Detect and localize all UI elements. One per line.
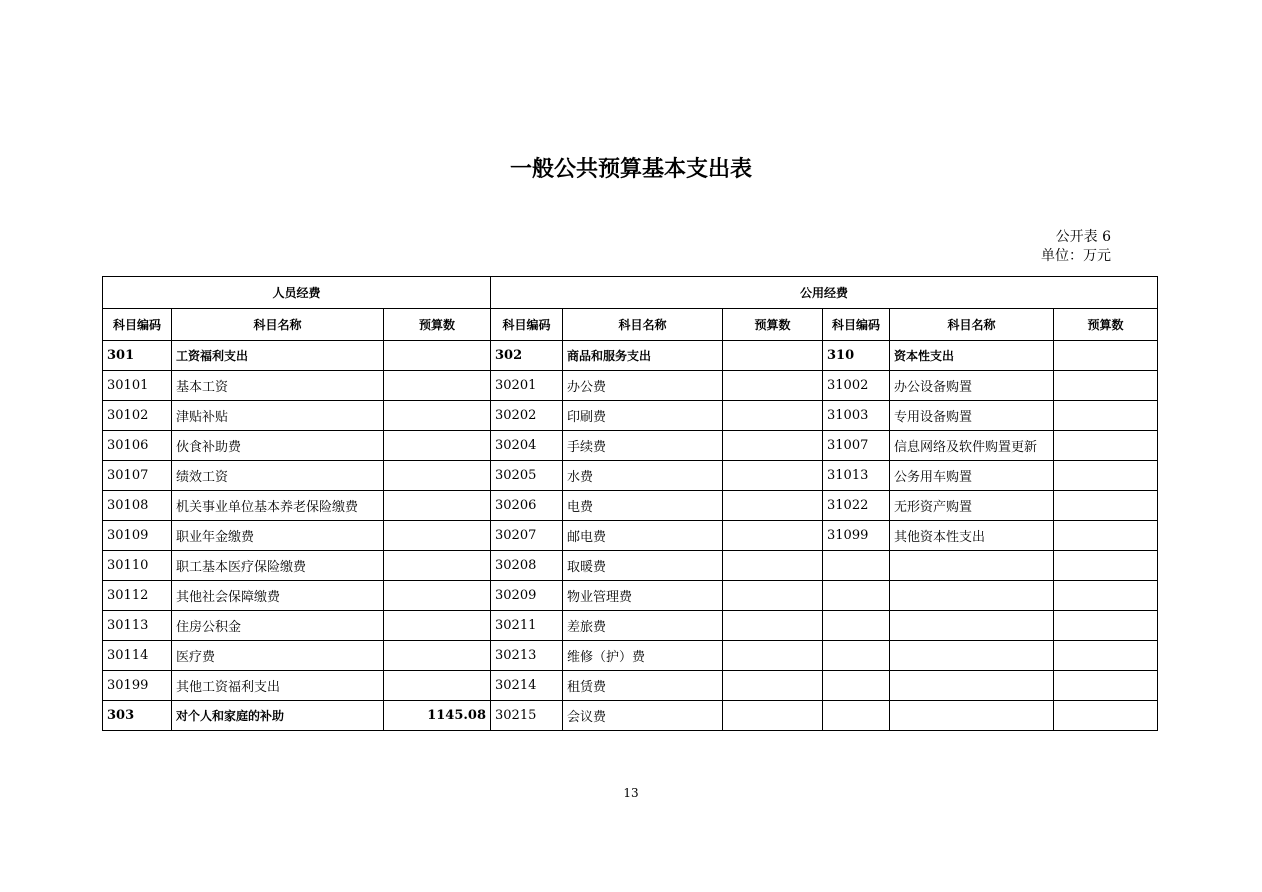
subject-name: 电费: [563, 491, 723, 521]
subject-code: 303: [103, 701, 172, 731]
budget-amount: [723, 611, 823, 641]
subject-name: 租赁费: [563, 671, 723, 701]
subject-code: [823, 671, 890, 701]
col-header-amount: 预算数: [723, 309, 823, 341]
subject-name: 会议费: [563, 701, 723, 731]
budget-amount: [384, 521, 491, 551]
budget-amount: [384, 551, 491, 581]
budget-amount: [723, 521, 823, 551]
table-row: [103, 491, 1158, 521]
subject-name: [890, 581, 1054, 611]
budget-amount: [1054, 551, 1158, 581]
budget-amount: [723, 341, 823, 371]
table-meta: [1041, 228, 1111, 266]
table-row: [103, 521, 1158, 551]
table-row: [103, 551, 1158, 581]
budget-amount: [1054, 521, 1158, 551]
budget-amount: [384, 641, 491, 671]
budget-amount: [1054, 371, 1158, 401]
budget-amount: [384, 491, 491, 521]
budget-table: [102, 276, 1158, 731]
table-row: [103, 641, 1158, 671]
table-row: [103, 431, 1158, 461]
subject-name: 办公设备购置: [890, 371, 1054, 401]
subject-name: 无形资产购置: [890, 491, 1054, 521]
budget-amount: [1054, 461, 1158, 491]
table-row: [103, 701, 1158, 731]
budget-amount: [384, 401, 491, 431]
subject-code: 30201: [491, 371, 563, 401]
subject-name: 信息网络及软件购置更新: [890, 431, 1054, 461]
subject-name: 取暖费: [563, 551, 723, 581]
subject-code: 310: [823, 341, 890, 371]
subject-code: 30202: [491, 401, 563, 431]
subject-code: 302: [491, 341, 563, 371]
budget-amount: [723, 581, 823, 611]
subject-name: 伙食补助费: [172, 431, 384, 461]
subject-name: 绩效工资: [172, 461, 384, 491]
subject-code: [823, 551, 890, 581]
table-row: [103, 341, 1158, 371]
budget-amount: 1145.08: [384, 701, 491, 731]
subject-name: 职业年金缴费: [172, 521, 384, 551]
section-header-row: [103, 277, 1158, 309]
budget-amount: [384, 461, 491, 491]
subject-name: 水费: [563, 461, 723, 491]
subject-code: 30113: [103, 611, 172, 641]
budget-amount: [1054, 671, 1158, 701]
subject-code: 30101: [103, 371, 172, 401]
subject-name: 专用设备购置: [890, 401, 1054, 431]
budget-amount: [723, 431, 823, 461]
subject-code: 30205: [491, 461, 563, 491]
table-body: [103, 341, 1158, 731]
budget-amount: [384, 341, 491, 371]
budget-amount: [1054, 401, 1158, 431]
subject-code: [823, 641, 890, 671]
subject-name: [890, 701, 1054, 731]
page-number: 13: [623, 786, 639, 800]
subject-code: 31007: [823, 431, 890, 461]
subject-name: 维修（护）费: [563, 641, 723, 671]
subject-code: 30112: [103, 581, 172, 611]
budget-amount: [723, 371, 823, 401]
col-header-code: 科目编码: [103, 309, 172, 341]
subject-code: 30199: [103, 671, 172, 701]
budget-amount: [384, 581, 491, 611]
subject-name: [890, 551, 1054, 581]
subject-name: 职工基本医疗保险缴费: [172, 551, 384, 581]
budget-amount: [384, 431, 491, 461]
table-row: [103, 371, 1158, 401]
subject-name: [890, 611, 1054, 641]
section-public: 公用经费: [491, 277, 1158, 309]
col-header-name: 科目名称: [890, 309, 1054, 341]
budget-amount: [384, 371, 491, 401]
budget-amount: [384, 611, 491, 641]
unit-label: 单位：万元: [1041, 248, 1111, 264]
subject-name: 商品和服务支出: [563, 341, 723, 371]
budget-amount: [1054, 641, 1158, 671]
budget-amount: [1054, 611, 1158, 641]
subject-name: 其他社会保障缴费: [172, 581, 384, 611]
col-header-amount: 预算数: [384, 309, 491, 341]
subject-code: 30107: [103, 461, 172, 491]
subject-name: 资本性支出: [890, 341, 1054, 371]
subject-code: 30114: [103, 641, 172, 671]
subject-name: [890, 671, 1054, 701]
subject-name: 其他工资福利支出: [172, 671, 384, 701]
budget-amount: [723, 671, 823, 701]
subject-code: 30102: [103, 401, 172, 431]
budget-amount: [723, 491, 823, 521]
budget-amount: [723, 701, 823, 731]
col-header-code: 科目编码: [823, 309, 890, 341]
subject-code: [823, 581, 890, 611]
subject-code: 30208: [491, 551, 563, 581]
table-row: [103, 671, 1158, 701]
subject-name: 邮电费: [563, 521, 723, 551]
subject-name: 公务用车购置: [890, 461, 1054, 491]
subject-name: 其他资本性支出: [890, 521, 1054, 551]
subject-code: 301: [103, 341, 172, 371]
subject-code: 30109: [103, 521, 172, 551]
budget-amount: [723, 401, 823, 431]
table-row: [103, 581, 1158, 611]
subject-code: 30214: [491, 671, 563, 701]
budget-amount: [723, 641, 823, 671]
subject-code: 30206: [491, 491, 563, 521]
subject-code: 30209: [491, 581, 563, 611]
subject-code: 30215: [491, 701, 563, 731]
subject-code: [823, 611, 890, 641]
table-row: [103, 461, 1158, 491]
subject-code: 31099: [823, 521, 890, 551]
budget-amount: [1054, 491, 1158, 521]
subject-name: 机关事业单位基本养老保险缴费: [172, 491, 384, 521]
subject-name: 津贴补贴: [172, 401, 384, 431]
col-header-amount: 预算数: [1054, 309, 1158, 341]
column-header-row: [103, 309, 1158, 341]
subject-name: 对个人和家庭的补助: [172, 701, 384, 731]
col-header-name: 科目名称: [563, 309, 723, 341]
budget-amount: [384, 671, 491, 701]
page-title: 一般公共预算基本支出表: [509, 157, 752, 182]
subject-code: 30213: [491, 641, 563, 671]
subject-name: 印刷费: [563, 401, 723, 431]
budget-amount: [723, 551, 823, 581]
section-personnel: 人员经费: [103, 277, 491, 309]
subject-name: 差旅费: [563, 611, 723, 641]
subject-code: 31013: [823, 461, 890, 491]
subject-code: 31002: [823, 371, 890, 401]
budget-amount: [1054, 341, 1158, 371]
subject-code: 30108: [103, 491, 172, 521]
table-row: [103, 611, 1158, 641]
subject-name: [890, 641, 1054, 671]
budget-amount: [1054, 431, 1158, 461]
budget-amount: [1054, 701, 1158, 731]
subject-code: 30106: [103, 431, 172, 461]
col-header-name: 科目名称: [172, 309, 384, 341]
subject-name: 物业管理费: [563, 581, 723, 611]
subject-code: 31003: [823, 401, 890, 431]
subject-code: 30211: [491, 611, 563, 641]
table-row: [103, 401, 1158, 431]
subject-name: 医疗费: [172, 641, 384, 671]
col-header-code: 科目编码: [491, 309, 563, 341]
subject-code: 30110: [103, 551, 172, 581]
subject-name: 基本工资: [172, 371, 384, 401]
budget-amount: [1054, 581, 1158, 611]
subject-name: 住房公积金: [172, 611, 384, 641]
subject-code: 30204: [491, 431, 563, 461]
subject-name: 手续费: [563, 431, 723, 461]
subject-name: 工资福利支出: [172, 341, 384, 371]
table-label: 公开表 6: [1055, 229, 1111, 245]
subject-code: [823, 701, 890, 731]
subject-name: 办公费: [563, 371, 723, 401]
budget-amount: [723, 461, 823, 491]
subject-code: 30207: [491, 521, 563, 551]
subject-code: 31022: [823, 491, 890, 521]
